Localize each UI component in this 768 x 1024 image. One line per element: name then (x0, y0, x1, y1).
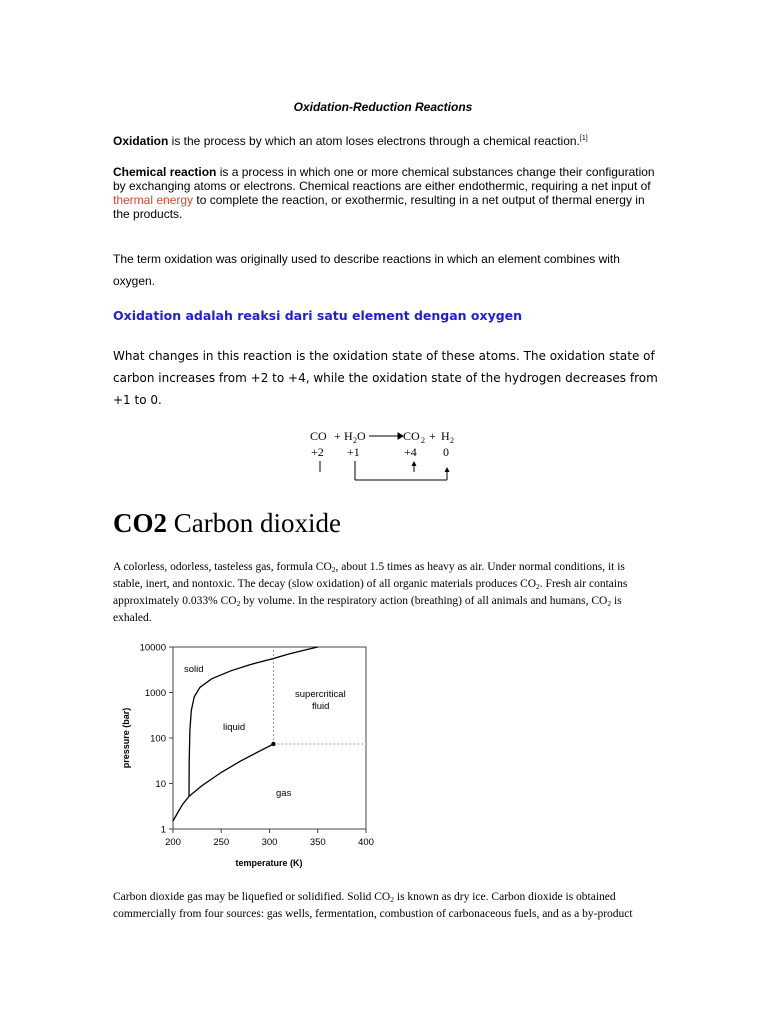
co2-para-text-1: A colorless, odorless, tasteless gas, formula CO (113, 561, 332, 573)
oxidation-definition (113, 132, 673, 148)
co2-phase-diagram (115, 638, 375, 872)
eq-h2-sub: 2 (450, 436, 454, 445)
region-label-liquid: liquid (223, 722, 246, 733)
x-axis-label: temperature (K) (235, 858, 303, 868)
y-tick-label: 100 (150, 733, 166, 745)
chemical-reaction-text-b: to complete the reaction, or exothermic, resulting in a net output of thermal energy in the products. (113, 193, 645, 221)
c-change-arrowhead (412, 461, 417, 466)
sublimation-curve (173, 796, 189, 821)
eq-h2o-sub: 2 (353, 436, 357, 445)
y-tick-label: 10000 (139, 642, 166, 654)
last-para-text-2: is known as dry ice. Carbon dioxide is obtained commercially from four sources: gas wells, fermentation, combustion of carbonaceous fuels, and as a by-product (113, 891, 633, 920)
eq-co2-sub: 2 (421, 436, 425, 445)
oxidation-term: Oxidation (113, 134, 169, 148)
eq-state-h2: 0 (443, 445, 449, 459)
co2-para-text-3: . Fresh air contains approximately 0.033% CO (113, 578, 628, 607)
eq-co2-co: CO (403, 429, 420, 443)
region-label-solid: solid (184, 664, 204, 675)
eq-plus-2: + (429, 429, 436, 443)
x-tick-label: 250 (213, 837, 230, 848)
eq-h2o-h: H (344, 429, 353, 443)
region-label-supercritical-line2: fluid (312, 701, 330, 712)
h-change-arrowhead (445, 467, 450, 472)
chemical-reaction-text-a: is a process in which one or more chemical substances change their configuration by exchanging atoms or electrons. Chemical reactions are either endothermic, requiring a net input of (113, 165, 655, 193)
x-tick-label: 400 (358, 837, 374, 848)
region-label-supercritical-line1: supercritical (295, 689, 346, 700)
region-label-gas: gas (276, 788, 292, 799)
eq-h2-h: H (441, 429, 450, 443)
document-title: Oxidation-Reduction Reactions (293, 100, 473, 114)
last-para-sub-1: 2 (390, 895, 394, 904)
co2-description-paragraph (113, 560, 655, 625)
chemical-reaction-definition (113, 165, 663, 221)
vaporization-curve (189, 744, 274, 796)
indonesian-heading: Oxidation adalah reaksi dari satu element dengan oxygen (113, 308, 523, 323)
co2-para-sub-3: 2 (236, 599, 241, 608)
eq-state-co2: +4 (404, 445, 417, 459)
reference-link[interactable]: [1] (579, 135, 588, 142)
chemical-reaction-term: Chemical reaction (113, 165, 217, 179)
co2-heading-rest: Carbon dioxide (167, 508, 341, 538)
last-para-text-1: Carbon dioxide gas may be liquefied or solidified. Solid CO (113, 891, 391, 903)
critical-point-marker (271, 742, 275, 746)
y-tick-label: 10 (155, 779, 166, 790)
co2-para-text-2: , about 1.5 times as heavy as air. Under normal conditions, it is stable, inert, and nontoxic. The decay (slow oxidation) of all organic materials produces CO (113, 561, 625, 590)
redox-equation (300, 425, 470, 485)
co2-para-sub-2: 2 (536, 582, 540, 591)
oxidation-definition-text: is the process by which an atom loses electrons through a chemical reaction. (168, 134, 580, 148)
y-tick-label: 1000 (144, 688, 166, 699)
oxidation-state-paragraph: What changes in this reaction is the oxidation state of these atoms. The oxidation state of carbon increases from +2 to +4, while the oxidation state of the hydrogen decreases from +1 to 0. (113, 349, 658, 407)
term-oxidation-paragraph: The term oxidation was originally used to describe reactions in which an element combines with oxygen. (113, 252, 620, 288)
eq-h2o-o: O (357, 429, 366, 443)
eq-plus-1: + (334, 429, 341, 443)
eq-co: CO (310, 429, 327, 443)
x-tick-label: 350 (309, 837, 326, 848)
co2-para-sub-1: 2 (331, 565, 336, 574)
x-tick-label: 200 (165, 837, 181, 848)
region-label-supercritical (295, 689, 348, 712)
thermal-energy-link[interactable]: thermal energy (113, 193, 194, 207)
y-tick-label: 1 (160, 824, 166, 836)
co2-heading-bold: CO2 (113, 508, 167, 538)
x-tick-label: 300 (261, 837, 278, 848)
y-axis-label: pressure (bar) (121, 707, 131, 769)
co2-para-text-4: by volume. In the respiratory action (breathing) of all animals and humans, CO (240, 595, 608, 607)
liquefaction-paragraph (113, 890, 663, 921)
melting-curve (189, 647, 318, 796)
co2-section-heading (113, 506, 341, 540)
eq-state-h2o: +1 (347, 445, 360, 459)
eq-state-co: +2 (311, 445, 324, 459)
co2-para-sub-4: 2 (607, 599, 612, 608)
co2-para-text-5: is exhaled. (113, 595, 622, 624)
